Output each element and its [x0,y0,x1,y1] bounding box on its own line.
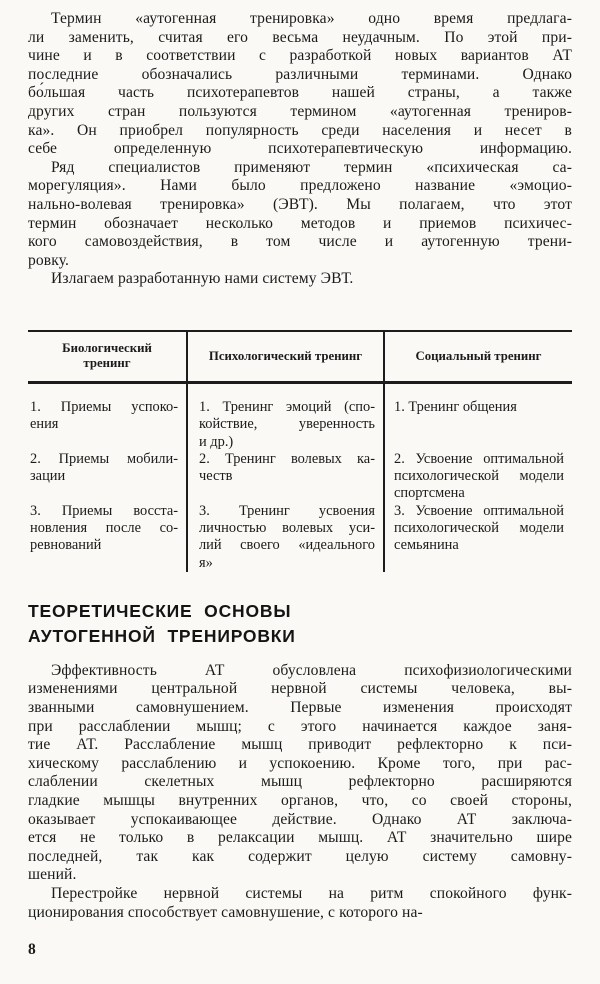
table-cell: 2. Приемы мобили- зации [30,450,178,485]
table-row-3 [28,503,572,572]
paragraph-evt-system-intro: Излагаем разработанную нами систему ЭВТ. [51,270,354,288]
table-cell: 3. Усвоение оптимальной психологической модели семьянина [383,503,572,572]
paragraph-term-autogenic: Термин «аутогенная тренировка» одно время предлага- ли заменить, считая его весьма неудачным. По этой при- чине и в соответствии с разработкой новых вариантов АТ последние обозначались различными терминами. Однако бо́льшая часть психотерапевтов нашей страны, а также других стран пользуются термином «аутогенная трениров- ка». Он приобрел популярность среди населения и несет в себе определенную психотерапевтическую информацию. [28,10,572,158]
paragraph-at-effectiveness: Эффективность АТ обусловлена психофизиологическими изменениями центральной нервной системы человека, вы- званными самовнушением. Первые изменения происходят при расслаблении мышц; с этого начинается каждое заня- тие АТ. Расслабление мышц приводит рефлекторно к пси- хическому расслаблению и успокоению. Кроме того, при рас- слаблении скелетных мышц рефлекторно расширяются гладкие мышцы внутренних органов, что, со своей стороны, оказывает успокаивающее действие. Однако АТ заключа- ется не только в релаксации мышц. АТ значительно шире последней, так как содержит целую систему самовну- шений. [28,661,572,884]
paragraph-nervous-system-rhythm: Перестройке нервной системы на ритм спокойного функ- ционирования способствует самовнушение, с которого на- [28,885,572,921]
table-cell: 2. Усвоение оптимальной психологической модели спортсмена [383,451,572,503]
table-cell: 2. Тренинг волевых ка- честв [186,451,383,503]
table-row-1 [28,384,572,451]
table-header-row [28,332,572,384]
table-cell: 1. Тренинг эмоций (спо- койствие, уверенность и др.) [186,384,383,451]
table-cell: 1. Приемы успоко- ения [30,398,178,433]
training-classification-table [28,330,572,572]
table-cell: 3. Тренинг усвоения личностью волевых уси- лий своего «идеального я» [186,503,383,572]
table-cell: 3. Приемы восста- новления после со- ревнований [30,502,178,554]
paragraph-self-regulation-evt: Ряд специалистов применяют термин «психическая са- морегуляция». Нами было предложено название «эмоцио- нально-волевая тренировка» (ЭВТ). Мы полагаем, что этот термин обозначает несколько методов и приемов психичес- кого самовоздействия, в том числе и аутогенную трени- ровку. [28,158,572,269]
table-header-cell-biological: Биологический тренинг [62,341,152,371]
page-number: 8 [28,941,36,958]
section-heading-theoretical-basis: ТЕОРЕТИЧЕСКИЕ ОСНОВЫ АУТОГЕННОЙ ТРЕНИРОВКИ [28,600,296,646]
table-header-cell-social: Социальный тренинг [383,332,572,381]
table-row-2 [28,451,572,503]
table-cell: 1. Тренинг общения [383,384,572,451]
table-header-cell-psychological: Психологический тренинг [186,332,383,381]
